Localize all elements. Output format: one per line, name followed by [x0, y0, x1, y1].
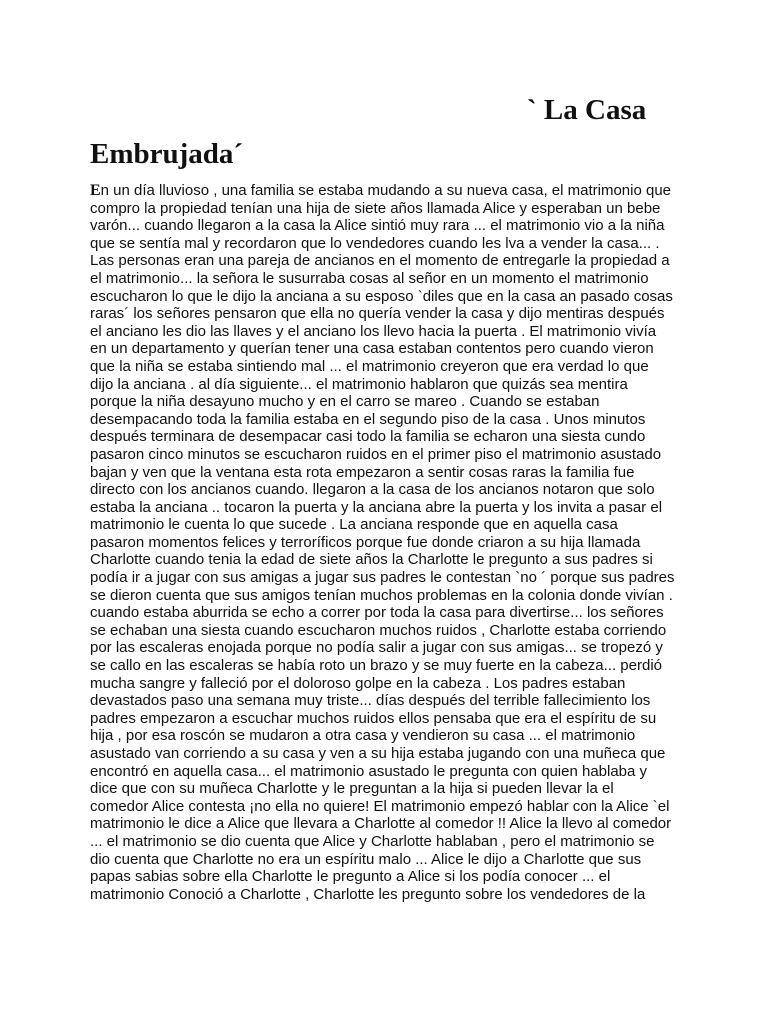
line-text: se echaban una siesta cuando escucharon muchos ruidos , Charlotte estaba corriendo	[90, 621, 667, 639]
text-line	[90, 569, 680, 587]
text-line	[90, 815, 680, 833]
text-line	[90, 288, 680, 306]
line-text: bajan y ven que la ventana esta rota empezaron a sentir cosas raras la familia fue	[90, 463, 635, 481]
title-line-1: ` La Casa	[527, 94, 647, 126]
line-text: dice que con su muñeca Charlotte y le preguntan a la hija si pueden llevar la el	[90, 780, 614, 798]
line-text: escucharon lo que le dijo la anciana a su esposo `diles que en la casa an pasado cosas	[90, 287, 673, 305]
line-text: n un día lluvioso , una familia se estaba mudando a su nueva casa, el matrimonio que	[100, 182, 672, 199]
line-text: comedor Alice contesta ¡no ella no quiere! El matrimonio empezó hablar con la Alice `el	[90, 797, 670, 815]
line-text: ... el matrimonio se dio cuenta que Alice y Charlotte hablaban , pero el matrimonio se	[90, 832, 655, 850]
line-text: que la niña se estaba sintiendo mal ... el matrimonio creyeron que era verdad lo que	[90, 357, 649, 375]
text-line	[90, 692, 680, 710]
line-text: porque la niña desayuno mucho y en el carro se mareo . Cuando se estaban	[90, 393, 600, 411]
text-line	[90, 727, 680, 745]
text-line	[90, 886, 680, 904]
line-text: matrimonio le cuenta lo que sucede . La anciana responde que en aquella casa	[90, 516, 618, 534]
line-text: pasaron cinco minutos se escucharon ruidos en el primer piso el matrimonio asustado	[90, 445, 662, 463]
line-text: se callo en las escaleras se había roto un brazo y se muy fuerte en la cabeza... perdió	[90, 657, 662, 675]
text-line	[90, 587, 680, 605]
line-text: encontró en aquella casa... el matrimonio asustado le pregunta con quien hablaba y	[90, 762, 648, 780]
line-text: dijo la anciana . al día siguiente... el matrimonio hablaron que quizás sea mentira	[90, 375, 628, 393]
line-text: dio cuenta que Charlotte no era un espíritu malo ... Alice le dijo a Charlotte que sus	[90, 850, 642, 868]
text-line	[90, 305, 680, 323]
line-text: por las escaleras enojada porque no podía salir a jugar con sus amigas... se tropezó y	[90, 639, 663, 657]
line-text: desempacando toda la familia estaba en el segundo piso de la casa . Unos minutos	[90, 410, 646, 428]
text-line	[90, 516, 680, 534]
text-line	[90, 358, 680, 376]
text-line	[90, 200, 680, 218]
text-line	[90, 851, 680, 869]
text-line	[90, 745, 680, 763]
line-text: podía ir a jugar con sus amigas a jugar sus padres le contestan `no ´ porque sus padres	[90, 569, 675, 587]
text-line	[90, 833, 680, 851]
text-line	[90, 393, 680, 411]
text-line	[90, 235, 680, 253]
line-text: después terminara de desempacar casi todo la familia se echaron una siesta cundo	[90, 428, 646, 446]
line-text: padres empezaron a escuchar muchos ruidos ellos pensaba que era el espíritu de su	[90, 709, 657, 727]
line-text: estaba la anciana .. tocaron la puerta y la anciana abre la puerta y los invita a pasar el	[90, 498, 663, 516]
text-line	[90, 499, 680, 517]
line-text: en un departamento y querían tener una casa estaban contentos pero cuando vieron	[90, 340, 654, 358]
text-line	[90, 323, 680, 341]
text-line	[90, 534, 680, 552]
text-line	[90, 411, 680, 429]
line-text: matrimonio le dice a Alice que llevara a Charlotte al comedor !! Alice la llevo al comedor	[90, 815, 672, 833]
line-text: el matrimonio... la señora le susurraba cosas al señor en un momento el matrimonio	[90, 269, 649, 287]
line-text: pasaron momentos felices y terroríficos porque fue donde criaron a su hija llamada	[90, 533, 641, 551]
text-line	[90, 340, 680, 358]
line-text: raras´ los señores pensaron que ella no quería vender la casa y dijo mentiras después	[90, 305, 665, 323]
text-line	[90, 464, 680, 482]
text-line	[90, 657, 680, 675]
line-text: asustado van corriendo a su casa y ven a su hija estaba jugando con una muñeca que	[90, 745, 666, 762]
text-line	[90, 551, 680, 569]
text-line	[90, 763, 680, 781]
text-line	[90, 270, 680, 288]
line-text: Las personas eran una pareja de ancianos en el momento de entregarle la propiedad a	[90, 252, 670, 270]
line-text: Charlotte cuando tenia la edad de siete años la Charlotte le pregunto a sus padres si	[90, 551, 653, 569]
title-line-2: Embrujada´	[90, 138, 244, 170]
text-line	[90, 780, 680, 798]
text-line	[90, 622, 680, 640]
line-text: devastados paso una semana muy triste... días después del terrible fallecimiento los	[90, 692, 651, 710]
first-letter: E	[90, 182, 101, 199]
line-text: cuando estaba aburrida se echo a correr por toda la casa para divertirse... los señores	[90, 604, 664, 622]
story-body	[90, 182, 680, 903]
line-text: compro la propiedad tenían una hija de siete años llamada Alice y esperaban un bebe	[90, 199, 661, 217]
text-line	[90, 252, 680, 270]
text-line	[90, 376, 680, 394]
line-text: hija , por esa roscón se mudaron a otra casa y vendieron su casa ... el matrimonio	[90, 727, 636, 745]
text-line	[90, 710, 680, 728]
text-line	[90, 604, 680, 622]
text-line	[90, 182, 680, 200]
text-line	[90, 428, 680, 446]
text-line	[90, 446, 680, 464]
line-text: directo con los ancianos cuando. llegaron a la casa de los ancianos notaron que solo	[90, 481, 655, 499]
line-text: papas sabias sobre ella Charlotte le pregunto a Alice si los podía conocer ... el	[90, 868, 611, 886]
line-text: que se sentía mal y recordaron que lo vendedores cuando les lva a vender la casa... .	[90, 234, 660, 252]
text-line	[90, 481, 680, 499]
text-line	[90, 217, 680, 235]
line-text: matrimonio Conoció a Charlotte , Charlotte les pregunto sobre los vendedores de la	[90, 885, 646, 903]
line-text: el anciano les dio las llaves y el anciano los llevo hacia la puerta . El matrimonio vivía	[90, 322, 657, 340]
text-line	[90, 798, 680, 816]
line-text: varón... cuando llegaron a la casa la Alice sintió muy rara ... el matrimonio vio a la niña	[90, 217, 665, 235]
document-title	[90, 88, 690, 176]
text-line	[90, 639, 680, 657]
text-line	[90, 675, 680, 693]
line-text: mucha sangre y falleció por el doloroso golpe en la cabeza . Los padres estaban	[90, 674, 626, 692]
text-line	[90, 868, 680, 886]
line-text: se dieron cuenta que sus amigos tenían muchos problemas en la colonia donde vivían .	[90, 586, 673, 604]
